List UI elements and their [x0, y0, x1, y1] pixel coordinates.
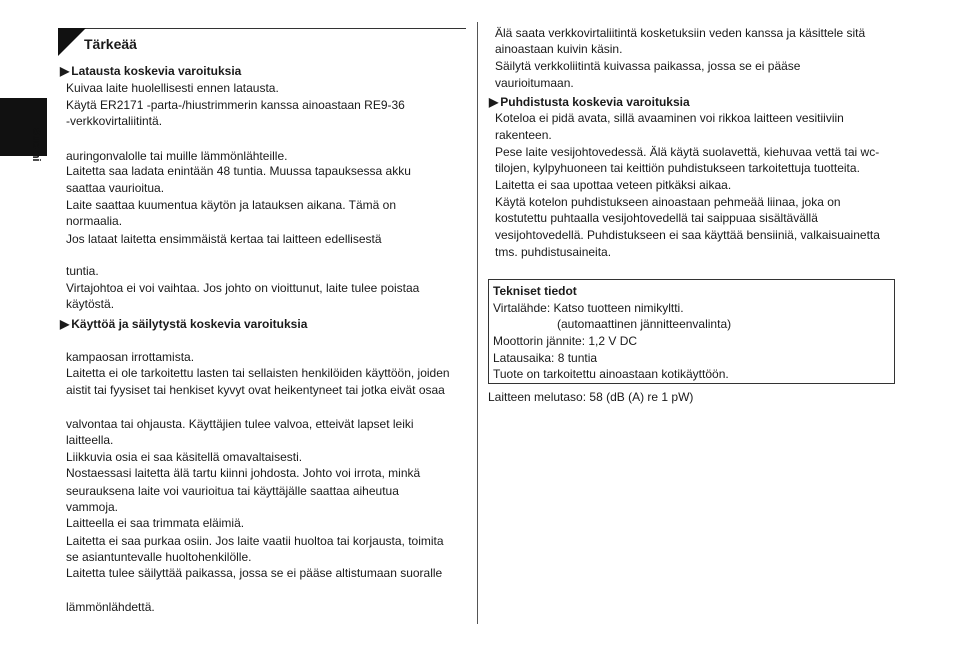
top-rule: [58, 28, 466, 29]
text-line: rakenteen.: [495, 128, 552, 142]
text-line: Laitetta ei saa purkaa osiin. Jos laite vaatii huoltoa tai korjausta, toimita: [66, 534, 444, 548]
text-line: tms. puhdistusaineita.: [495, 245, 612, 259]
usage-heading: ▶ Käyttöä ja säilytystä koskevia varoituksia: [60, 317, 308, 331]
spec-line: Moottorin jännite: 1,2 V DC: [493, 334, 638, 348]
bullet-triangle-icon: ▶: [489, 95, 499, 109]
text-line: Kuivaa laite huolellisesti ennen latausta.: [66, 81, 279, 95]
text-line: valvontaa tai ohjausta. Käyttäjien tulee valvoa, etteivät lapset leiki: [66, 417, 414, 431]
corner-triangle-icon: [58, 28, 86, 56]
section-title: Tärkeää: [84, 36, 137, 52]
text-line: Säilytä verkkoliitintä kuivassa paikassa, jossa se ei pääse: [495, 59, 801, 73]
text-line: ainoastaan kuivin käsin.: [495, 42, 623, 56]
noise-level: Laitteen melutaso: 58 (dB (A) re 1 pW): [488, 390, 694, 404]
text-line: tuntia.: [66, 264, 99, 278]
column-divider: [477, 22, 478, 624]
text-line: vaurioitumaan.: [495, 76, 574, 90]
spec-line: Virtalähde: Katso tuotteen nimikyltti.: [493, 301, 684, 315]
text-line: Laitetta ei ole tarkoitettu lasten tai sellaisten henkilöiden käyttöön, joiden: [66, 366, 450, 380]
text-line: auringonvalolle tai muille lämmönlähteille.: [66, 149, 288, 163]
text-line: Laitteella ei saa trimmata eläimiä.: [66, 516, 245, 530]
text-line: Virtajohtoa ei voi vaihtaa. Jos johto on vioittunut, laite tulee poistaa: [66, 281, 420, 295]
text-line: Laitetta saa ladata enintään 48 tuntia. Muussa tapauksessa akku: [66, 164, 411, 178]
language-label: Suomi: [30, 128, 42, 162]
charging-heading: ▶ Latausta koskevia varoituksia: [60, 64, 242, 78]
cleaning-heading: ▶ Puhdistusta koskevia varoituksia: [489, 95, 690, 109]
text-line: tilojen, kylpyhuoneen tai keittiön puhdistukseen tarkoitettuja tuotteita.: [495, 161, 860, 175]
spec-line: (automaattinen jännitteenvalinta): [557, 317, 732, 331]
text-line: -verkkovirtaliitintä.: [66, 114, 163, 128]
text-line: Käytä kotelon puhdistukseen ainoastaan pehmeää liinaa, joka on: [495, 195, 841, 209]
text-line: käytöstä.: [66, 297, 115, 311]
text-line: saattaa vaurioitua.: [66, 181, 165, 195]
spec-line: Latausaika: 8 tuntia: [493, 351, 598, 365]
text-line: lämmönlähdettä.: [66, 600, 155, 614]
text-line: vesijohtovedellä. Puhdistukseen ei saa käyttää bensiiniä, valkaisuainetta: [495, 228, 880, 242]
specifications-title: Tekniset tiedot: [493, 284, 577, 298]
bullet-triangle-icon: ▶: [60, 64, 70, 78]
text-line: Laitetta tulee säilyttää paikassa, jossa se ei pääse altistumaan suoralle: [66, 566, 443, 580]
text-line: vammoja.: [66, 500, 119, 514]
text-line: Laitetta ei saa upottaa veteen pitkäksi aikaa.: [495, 178, 732, 192]
bullet-triangle-icon: ▶: [60, 317, 70, 331]
spec-line: Tuote on tarkoitettu ainoastaan kotikäyttöön.: [493, 367, 729, 381]
text-line: Nostaessasi laitetta älä tartu kiinni johdosta. Johto voi irrota, minkä: [66, 466, 421, 480]
text-line: Koteloa ei pidä avata, sillä avaaminen voi rikkoa laitteen vesitiiviin: [495, 111, 844, 125]
text-line: aistit tai fyysiset tai henkiset kyvyt ovat heikentyneet tai jotka eivät osaa: [66, 383, 445, 397]
text-line: Pese laite vesijohtovedessä. Älä käytä suolavettä, kiehuvaa vettä tai wc-: [495, 145, 880, 159]
text-line: normaalia.: [66, 214, 123, 228]
text-line: Laite saattaa kuumentua käytön ja latauksen aikana. Tämä on: [66, 198, 396, 212]
text-line: Käytä ER2171 -parta-/hiustrimmerin kanssa ainoastaan RE9-36: [66, 98, 405, 112]
text-line: Jos lataat laitetta ensimmäistä kertaa tai laitteen edellisestä: [66, 232, 382, 246]
text-line: kostutettu puhtaalla vesijohtovedellä tai saippuaa sisältävällä: [495, 211, 818, 225]
text-line: seurauksena laite voi vaurioitua tai käyttäjälle saattaa aiheutua: [66, 484, 399, 498]
text-line: Liikkuvia osia ei saa käsitellä omavaltaisesti.: [66, 450, 303, 464]
text-line: laitteella.: [66, 433, 114, 447]
text-line: Älä saata verkkovirtaliitintä kosketuksiin veden kanssa ja käsittele sitä: [495, 26, 866, 40]
text-line: kampaosan irrottamista.: [66, 350, 195, 364]
text-line: se asiantuntevalle huoltohenkilölle.: [66, 550, 252, 564]
